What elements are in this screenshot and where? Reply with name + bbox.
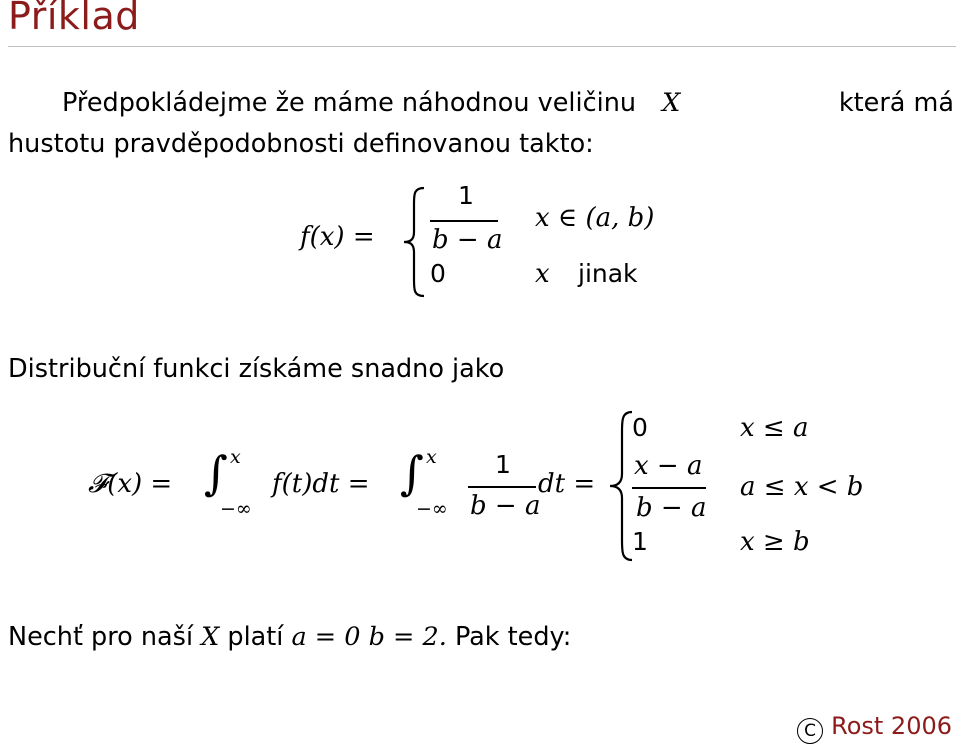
intro-line-2: hustotu pravděpodobnosti definovanou takto: (8, 129, 594, 159)
copyright-icon: C (797, 718, 823, 744)
integral-2-sign: ∫ (400, 446, 424, 500)
footer (797, 712, 952, 744)
integral-2-lower: −∞ (416, 498, 448, 520)
title-divider (8, 46, 956, 47)
density-frac-bar (430, 220, 498, 222)
distribution-intro: Distribuční funkci získáme snadno jako (8, 354, 505, 384)
cdf-case2-condition: a ≤ x < b (740, 472, 864, 502)
cdf-case2-numerator: x − a (634, 451, 703, 481)
closing-text-1: Nechť pro naší (8, 622, 194, 652)
density-frac-numerator: 1 (458, 181, 474, 210)
integral-1-upper: x (230, 446, 241, 468)
density-brace (402, 186, 432, 298)
integral-2-denominator: b − a (470, 491, 541, 521)
cdf-case2-denominator: b − a (636, 493, 707, 523)
intro-text-2: která má (838, 88, 954, 118)
slide-title: Příklad (8, 0, 140, 38)
density-case2-x: x (535, 259, 550, 289)
density-frac-denominator: b − a (432, 225, 503, 255)
cdf-case3-condition: x ≥ b (740, 527, 810, 557)
integral-2-upper: x (426, 446, 437, 468)
integral-2-dt: dt = (538, 469, 596, 499)
cdf-case1-value: 0 (632, 413, 648, 442)
closing-text-3: Pak tedy: (454, 622, 572, 652)
integral-2-numerator: 1 (495, 450, 511, 479)
closing-text-2: platí (227, 622, 284, 652)
closing-math: a = 0 b = 2. (291, 622, 447, 652)
cdf-lhs: 𝓕(x) = (88, 469, 173, 499)
intro-line-1 (62, 83, 680, 123)
closing-variable: X (201, 622, 220, 652)
integral-1-body: f(t)dt = (272, 469, 370, 499)
intro-text-1: Předpokládejme že máme náhodnou veličinu (62, 88, 637, 118)
footer-text: Rost 2006 (831, 712, 952, 740)
integral-1-lower: −∞ (220, 498, 252, 520)
cdf-case2-frac-bar (632, 487, 706, 489)
integral-2-frac-bar (468, 486, 536, 488)
integral-1-sign: ∫ (204, 446, 228, 500)
cdf-case1-condition: x ≤ a (740, 413, 809, 443)
density-case2-value: 0 (430, 259, 446, 288)
density-case1-condition: x ∈ (a, b) (535, 203, 655, 233)
closing-line (8, 617, 571, 657)
density-case2-word: jinak (578, 259, 638, 288)
cdf-case3-value: 1 (632, 527, 648, 556)
intro-variable: X (662, 88, 681, 118)
density-lhs: f(x) = (300, 222, 375, 252)
